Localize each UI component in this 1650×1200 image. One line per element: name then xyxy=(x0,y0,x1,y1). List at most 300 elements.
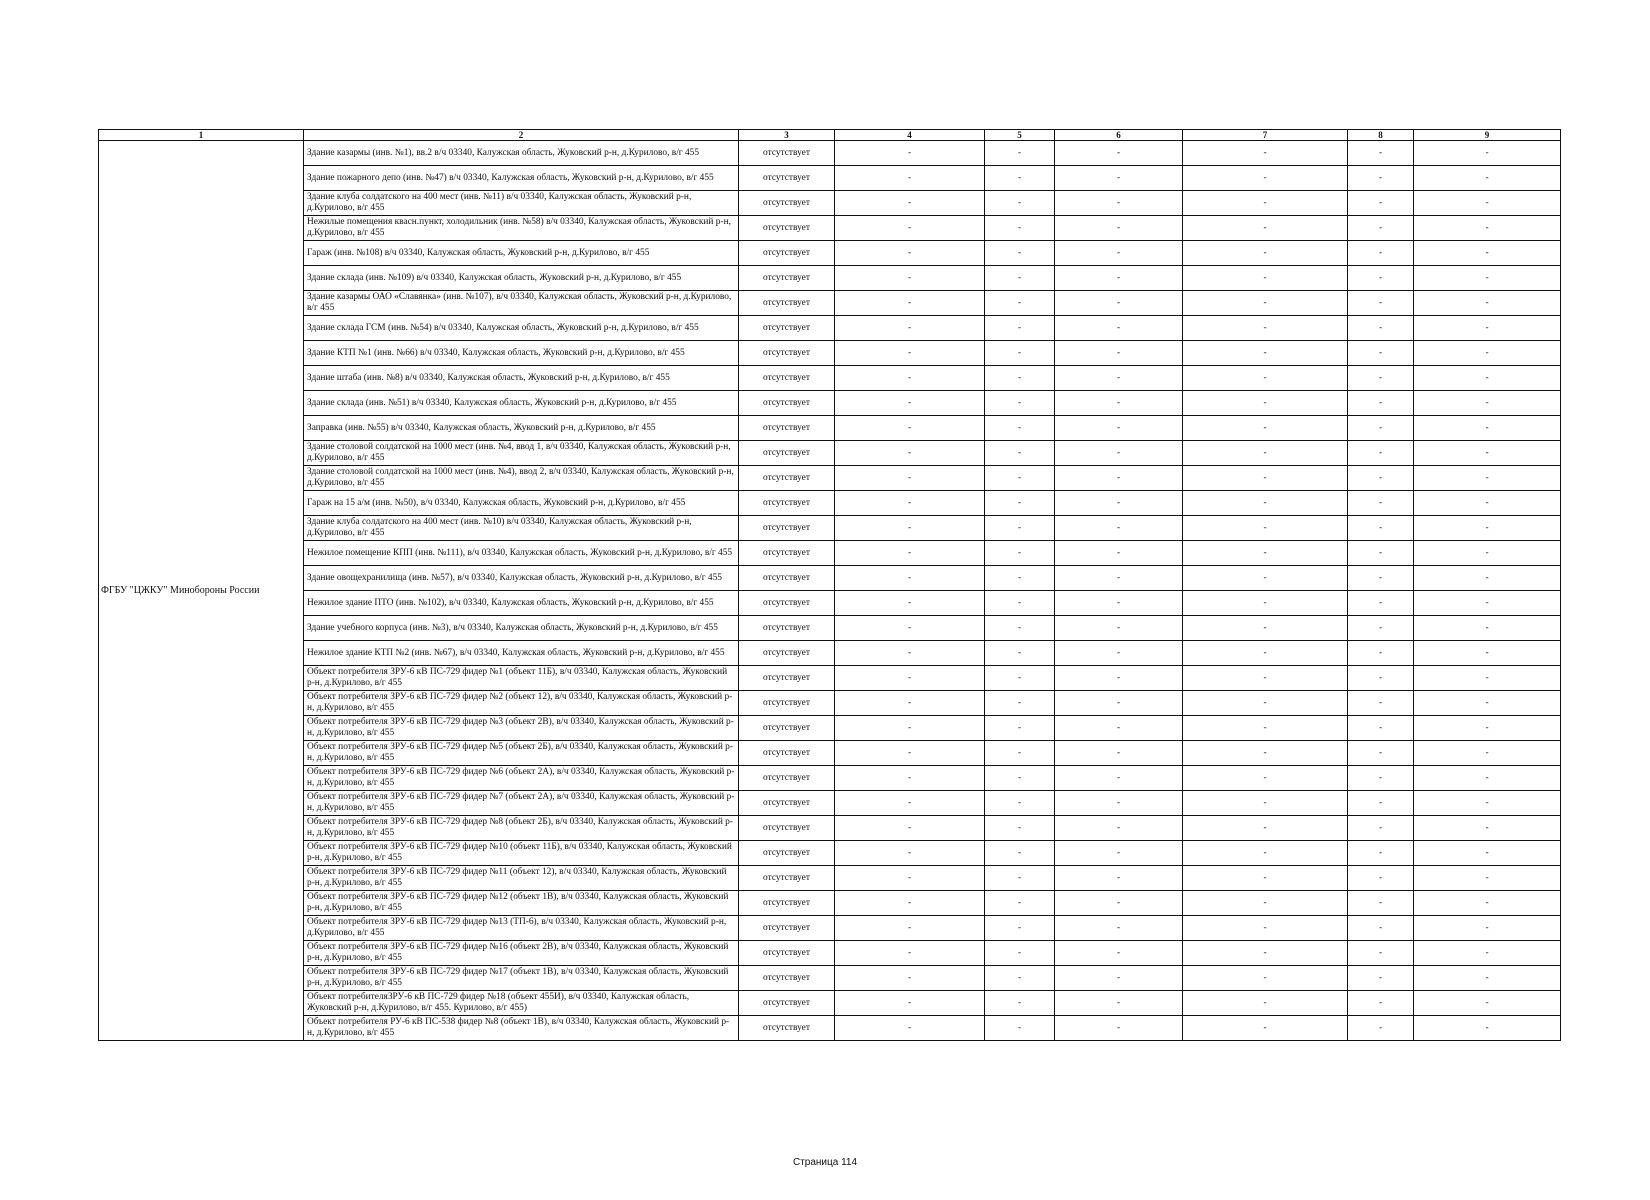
empty-value-cell: - xyxy=(835,416,985,441)
empty-value-cell: - xyxy=(1414,666,1561,691)
empty-value-cell: - xyxy=(835,241,985,266)
object-description: Здание учебного корпуса (инв. №3), в/ч 03340, Калужская область, Жуковский р-н, д.Курилово, в/г 455 xyxy=(307,622,718,633)
empty-value-cell: - xyxy=(1348,716,1414,741)
empty-value-cell: - xyxy=(1183,866,1348,891)
object-description: Нежилое здание ПТО (инв. №102), в/ч 03340, Калужская область, Жуковский р-н, д.Курилово, в/г 455 xyxy=(307,597,714,608)
empty-value-cell: - xyxy=(835,616,985,641)
empty-value-cell: - xyxy=(835,491,985,516)
object-description: Объект потребителя ЗРУ-6 кВ ПС-729 фидер №1 (объект 11Б), в/ч 03340, Калужская область, Жуковский р-н, д.Курилово, в/г 455 xyxy=(307,667,728,688)
object-description: Объект потребителя ЗРУ-6 кВ ПС-729 фидер №5 (объект 2Б), в/ч 03340, Калужская область, Жуковский р-н, д.Курилово, в/г 455 xyxy=(307,742,733,763)
empty-value-cell: - xyxy=(1348,391,1414,416)
empty-value-cell: - xyxy=(835,716,985,741)
object-description-cell xyxy=(304,691,739,716)
object-description: Объект потребителя ЗРУ-6 кВ ПС-729 фидер №11 (объект 12), в/ч 03340, Калужская область, Жуковский р-н, д.Курилово, в/г 455 xyxy=(307,867,727,888)
empty-value-cell: - xyxy=(985,766,1055,791)
empty-value-cell: - xyxy=(835,291,985,316)
empty-value-cell: - xyxy=(1348,316,1414,341)
empty-value-cell: - xyxy=(1348,591,1414,616)
empty-value-cell: - xyxy=(1055,916,1183,941)
empty-value-cell: - xyxy=(1348,541,1414,566)
table-row xyxy=(99,591,1561,616)
empty-value-cell: - xyxy=(1348,841,1414,866)
empty-value-cell: - xyxy=(1348,441,1414,466)
column-header: 7 xyxy=(1183,130,1348,141)
empty-value-cell: - xyxy=(835,541,985,566)
empty-value-cell: - xyxy=(1055,791,1183,816)
empty-value-cell: - xyxy=(985,316,1055,341)
empty-value-cell: - xyxy=(1183,166,1348,191)
object-description: Объект потребителя РУ-6 кВ ПС-538 фидер №8 (объект 1В), в/ч 03340, Калужская область, Жуковский р-н, д.Курилово, в/г 455 xyxy=(307,1017,730,1038)
empty-value-cell: - xyxy=(1055,641,1183,666)
empty-value-cell: - xyxy=(1348,641,1414,666)
empty-value-cell: - xyxy=(1055,691,1183,716)
empty-value-cell: - xyxy=(985,441,1055,466)
empty-value-cell: - xyxy=(1055,616,1183,641)
object-description-cell xyxy=(304,841,739,866)
empty-value-cell: - xyxy=(1055,541,1183,566)
object-description: Объект потребителя ЗРУ-6 кВ ПС-729 фидер №17 (объект 1В), в/ч 03340, Калужская область, Жуковский р-н, д.Курилово, в/г 455 xyxy=(307,967,729,988)
table-row xyxy=(99,416,1561,441)
empty-value-cell: - xyxy=(1348,466,1414,491)
empty-value-cell: - xyxy=(1183,641,1348,666)
empty-value-cell: - xyxy=(985,541,1055,566)
empty-value-cell: - xyxy=(1414,341,1561,366)
object-description-cell xyxy=(304,866,739,891)
object-description-cell xyxy=(304,241,739,266)
empty-value-cell: - xyxy=(1348,291,1414,316)
table-row xyxy=(99,191,1561,216)
empty-value-cell: - xyxy=(1183,366,1348,391)
object-description-cell xyxy=(304,816,739,841)
object-description: Объект потребителя ЗРУ-6 кВ ПС-729 фидер №16 (объект 2В), в/ч 03340, Калужская область, Жуковский р-н, д.Курилово, в/г 455 xyxy=(307,942,729,963)
empty-value-cell: - xyxy=(985,266,1055,291)
empty-value-cell: - xyxy=(985,941,1055,966)
empty-value-cell: - xyxy=(1414,891,1561,916)
object-description: Здание склада (инв. №109) в/ч 03340, Калужская область, Жуковский р-н, д.Курилово, в/г 455 xyxy=(307,272,682,283)
status-cell: отсутствует xyxy=(739,316,835,341)
status-cell: отсутствует xyxy=(739,191,835,216)
empty-value-cell: - xyxy=(985,241,1055,266)
object-description: Здание казармы ОАО «Славянка» (инв. №107), в/ч 03340, Калужская область, Жуковский р-н, д.Курилово, в/г 455 xyxy=(307,292,732,313)
status-cell: отсутствует xyxy=(739,416,835,441)
empty-value-cell: - xyxy=(1183,666,1348,691)
empty-value-cell: - xyxy=(835,166,985,191)
empty-value-cell: - xyxy=(835,266,985,291)
object-description: Здание клуба солдатского на 400 мест (инв. №10) в/ч 03340, Калужская область, Жуковский р-н, д.Курилово, в/г 455 xyxy=(307,517,692,538)
status-cell: отсутствует xyxy=(739,916,835,941)
object-description: Здание столовой солдатской на 1000 мест (инв. №4, ввод 1, в/ч 03340, Калужская область, Жуковский р-н, д.Курилово, в/г 455 xyxy=(307,442,731,463)
table-row xyxy=(99,1016,1561,1041)
object-description-cell xyxy=(304,916,739,941)
column-header: 4 xyxy=(835,130,985,141)
table-row xyxy=(99,466,1561,491)
table-row xyxy=(99,541,1561,566)
empty-value-cell: - xyxy=(835,841,985,866)
status-cell: отсутствует xyxy=(739,591,835,616)
table-row xyxy=(99,516,1561,541)
status-cell: отсутствует xyxy=(739,766,835,791)
object-description-cell xyxy=(304,641,739,666)
table-row xyxy=(99,841,1561,866)
table-row xyxy=(99,691,1561,716)
empty-value-cell: - xyxy=(1348,941,1414,966)
empty-value-cell: - xyxy=(835,466,985,491)
table-row xyxy=(99,816,1561,841)
empty-value-cell: - xyxy=(1055,416,1183,441)
object-description-cell xyxy=(304,466,739,491)
object-description-cell xyxy=(304,416,739,441)
table-row xyxy=(99,291,1561,316)
object-description-cell xyxy=(304,716,739,741)
empty-value-cell: - xyxy=(1414,841,1561,866)
empty-value-cell: - xyxy=(1183,416,1348,441)
empty-value-cell: - xyxy=(835,341,985,366)
object-description-cell xyxy=(304,166,739,191)
empty-value-cell: - xyxy=(1414,641,1561,666)
object-description-cell xyxy=(304,191,739,216)
object-description: Здание клуба солдатского на 400 мест (инв. №11) в/ч 03340, Калужская область, Жуковский р-н, д.Курилово, в/г 455 xyxy=(307,192,692,213)
status-cell: отсутствует xyxy=(739,966,835,991)
empty-value-cell: - xyxy=(1414,441,1561,466)
table-row xyxy=(99,441,1561,466)
empty-value-cell: - xyxy=(1414,291,1561,316)
empty-value-cell: - xyxy=(985,366,1055,391)
object-description-cell xyxy=(304,516,739,541)
table-row xyxy=(99,641,1561,666)
empty-value-cell: - xyxy=(835,316,985,341)
empty-value-cell: - xyxy=(1055,1016,1183,1041)
empty-value-cell: - xyxy=(1348,266,1414,291)
empty-value-cell: - xyxy=(985,591,1055,616)
object-description-cell xyxy=(304,266,739,291)
empty-value-cell: - xyxy=(1414,591,1561,616)
empty-value-cell: - xyxy=(985,391,1055,416)
empty-value-cell: - xyxy=(1183,566,1348,591)
empty-value-cell: - xyxy=(1414,266,1561,291)
empty-value-cell: - xyxy=(835,566,985,591)
object-description: Объект потребителя ЗРУ-6 кВ ПС-729 фидер №3 (объект 2В), в/ч 03340, Калужская область, Жуковский р-н, д.Курилово, в/г 455 xyxy=(307,717,734,738)
object-description: Здание склада (инв. №51) в/ч 03340, Калужская область, Жуковский р-н, д.Курилово, в/г 455 xyxy=(307,397,677,408)
empty-value-cell: - xyxy=(1183,266,1348,291)
empty-value-cell: - xyxy=(985,716,1055,741)
status-cell: отсутствует xyxy=(739,366,835,391)
empty-value-cell: - xyxy=(1183,441,1348,466)
status-cell: отсутствует xyxy=(739,516,835,541)
empty-value-cell: - xyxy=(985,291,1055,316)
table-row xyxy=(99,716,1561,741)
table-row xyxy=(99,241,1561,266)
status-cell: отсутствует xyxy=(739,441,835,466)
status-cell: отсутствует xyxy=(739,666,835,691)
empty-value-cell: - xyxy=(1414,616,1561,641)
column-header: 1 xyxy=(99,130,304,141)
header-row xyxy=(99,130,1561,141)
empty-value-cell: - xyxy=(1055,441,1183,466)
empty-value-cell: - xyxy=(1055,491,1183,516)
empty-value-cell: - xyxy=(1348,516,1414,541)
object-description: Здание штаба (инв. №8) в/ч 03340, Калужская область, Жуковский р-н, д.Курилово, в/г 455 xyxy=(307,372,670,383)
object-description-cell xyxy=(304,341,739,366)
object-description-cell xyxy=(304,1016,739,1041)
empty-value-cell: - xyxy=(1183,791,1348,816)
object-description: Здание склада ГСМ (инв. №54) в/ч 03340, Калужская область, Жуковский р-н, д.Курилово, в/г 455 xyxy=(307,322,699,333)
object-description: Здание пожарного депо (инв. №47) в/ч 03340, Калужская область, Жуковский р-н, д.Курилово, в/г 455 xyxy=(307,172,714,183)
object-description-cell xyxy=(304,991,739,1016)
table-row xyxy=(99,141,1561,166)
empty-value-cell: - xyxy=(835,391,985,416)
table-row xyxy=(99,766,1561,791)
empty-value-cell: - xyxy=(985,166,1055,191)
empty-value-cell: - xyxy=(1414,541,1561,566)
empty-value-cell: - xyxy=(835,516,985,541)
empty-value-cell: - xyxy=(1183,841,1348,866)
empty-value-cell: - xyxy=(1414,941,1561,966)
table-row xyxy=(99,391,1561,416)
status-cell: отсутствует xyxy=(739,291,835,316)
table-row xyxy=(99,316,1561,341)
status-cell: отсутствует xyxy=(739,266,835,291)
empty-value-cell: - xyxy=(1348,141,1414,166)
empty-value-cell: - xyxy=(985,891,1055,916)
empty-value-cell: - xyxy=(835,191,985,216)
empty-value-cell: - xyxy=(1055,941,1183,966)
object-description: Объект потребителяЗРУ-6 кВ ПС-729 фидер №18 (объект 455И), в/ч 03340, Калужская область, Жуковский р-н, д.Курилово, в/г 455. Курилово, в/г 455) xyxy=(307,992,690,1013)
empty-value-cell: - xyxy=(1348,366,1414,391)
object-description-cell xyxy=(304,666,739,691)
object-description: Нежилое помещение КПП (инв. №111), в/ч 03340, Калужская область, Жуковский р-н, д.Курилово, в/г 455 xyxy=(307,547,733,558)
empty-value-cell: - xyxy=(1055,666,1183,691)
empty-value-cell: - xyxy=(1183,316,1348,341)
empty-value-cell: - xyxy=(835,791,985,816)
object-description: Нежилые помещения квасн.пункт, холодильник (инв. №58) в/ч 03340, Калужская область, Жуковский р-н, д.Курилово, в/г 455 xyxy=(307,217,731,238)
object-description-cell xyxy=(304,541,739,566)
empty-value-cell: - xyxy=(1055,766,1183,791)
empty-value-cell: - xyxy=(1414,241,1561,266)
empty-value-cell: - xyxy=(1183,191,1348,216)
empty-value-cell: - xyxy=(1183,141,1348,166)
empty-value-cell: - xyxy=(1414,316,1561,341)
object-description-cell xyxy=(304,891,739,916)
column-header: 9 xyxy=(1414,130,1561,141)
empty-value-cell: - xyxy=(835,591,985,616)
empty-value-cell: - xyxy=(1414,466,1561,491)
empty-value-cell: - xyxy=(985,216,1055,241)
object-description: Объект потребителя ЗРУ-6 кВ ПС-729 фидер №13 (ТП-6), в/ч 03340, Калужская область, Жуковский р-н, д.Курилово, в/г 455 xyxy=(307,917,727,938)
empty-value-cell: - xyxy=(985,816,1055,841)
object-description-cell xyxy=(304,591,739,616)
object-description-cell xyxy=(304,966,739,991)
empty-value-cell: - xyxy=(1348,341,1414,366)
empty-value-cell: - xyxy=(1055,516,1183,541)
empty-value-cell: - xyxy=(985,916,1055,941)
status-cell: отсутствует xyxy=(739,491,835,516)
empty-value-cell: - xyxy=(1414,416,1561,441)
empty-value-cell: - xyxy=(1348,416,1414,441)
table-row xyxy=(99,741,1561,766)
empty-value-cell: - xyxy=(985,141,1055,166)
table-row xyxy=(99,891,1561,916)
empty-value-cell: - xyxy=(985,191,1055,216)
empty-value-cell: - xyxy=(985,516,1055,541)
empty-value-cell: - xyxy=(1414,566,1561,591)
empty-value-cell: - xyxy=(1348,166,1414,191)
empty-value-cell: - xyxy=(1183,941,1348,966)
empty-value-cell: - xyxy=(985,841,1055,866)
empty-value-cell: - xyxy=(835,741,985,766)
empty-value-cell: - xyxy=(1183,616,1348,641)
empty-value-cell: - xyxy=(985,966,1055,991)
empty-value-cell: - xyxy=(1183,341,1348,366)
empty-value-cell: - xyxy=(1055,166,1183,191)
empty-value-cell: - xyxy=(1348,791,1414,816)
empty-value-cell: - xyxy=(1055,591,1183,616)
column-header: 3 xyxy=(739,130,835,141)
empty-value-cell: - xyxy=(1414,166,1561,191)
object-description: Здание столовой солдатской на 1000 мест (инв. №4), ввод 2, в/ч 03340, Калужская область, Жуковский р-н, д.Курилово, в/г 455 xyxy=(307,467,734,488)
empty-value-cell: - xyxy=(1414,141,1561,166)
status-cell: отсутствует xyxy=(739,691,835,716)
empty-value-cell: - xyxy=(1055,716,1183,741)
empty-value-cell: - xyxy=(835,916,985,941)
empty-value-cell: - xyxy=(1414,766,1561,791)
object-description: Здание овощехранилища (инв. №57), в/ч 03340, Калужская область, Жуковский р-н, д.Курилово, в/г 455 xyxy=(307,572,722,583)
object-description-cell xyxy=(304,766,739,791)
empty-value-cell: - xyxy=(1055,566,1183,591)
empty-value-cell: - xyxy=(1055,291,1183,316)
empty-value-cell: - xyxy=(835,691,985,716)
empty-value-cell: - xyxy=(835,366,985,391)
status-cell: отсутствует xyxy=(739,866,835,891)
empty-value-cell: - xyxy=(1183,391,1348,416)
empty-value-cell: - xyxy=(1414,916,1561,941)
empty-value-cell: - xyxy=(1055,391,1183,416)
empty-value-cell: - xyxy=(1183,541,1348,566)
empty-value-cell: - xyxy=(1414,816,1561,841)
status-cell: отсутствует xyxy=(739,391,835,416)
empty-value-cell: - xyxy=(985,791,1055,816)
empty-value-cell: - xyxy=(1055,866,1183,891)
empty-value-cell: - xyxy=(1348,966,1414,991)
status-cell: отсутствует xyxy=(739,741,835,766)
empty-value-cell: - xyxy=(835,666,985,691)
empty-value-cell: - xyxy=(1414,741,1561,766)
table-row xyxy=(99,666,1561,691)
empty-value-cell: - xyxy=(1183,1016,1348,1041)
table-row xyxy=(99,366,1561,391)
empty-value-cell: - xyxy=(1055,966,1183,991)
empty-value-cell: - xyxy=(985,566,1055,591)
object-description: Гараж на 15 а/м (инв. №50), в/ч 03340, Калужская область, Жуковский р-н, д.Курилово, в/г 455 xyxy=(307,497,686,508)
empty-value-cell: - xyxy=(1183,691,1348,716)
empty-value-cell: - xyxy=(835,941,985,966)
empty-value-cell: - xyxy=(835,991,985,1016)
table-row xyxy=(99,216,1561,241)
empty-value-cell: - xyxy=(835,891,985,916)
empty-value-cell: - xyxy=(1348,916,1414,941)
status-cell: отсутствует xyxy=(739,891,835,916)
object-description: Заправка (инв. №55) в/ч 03340, Калужская область, Жуковский р-н, д.Курилово, в/г 455 xyxy=(307,422,656,433)
empty-value-cell: - xyxy=(835,1016,985,1041)
empty-value-cell: - xyxy=(835,216,985,241)
empty-value-cell: - xyxy=(1055,341,1183,366)
object-description: Объект потребителя ЗРУ-6 кВ ПС-729 фидер №7 (объект 2А), в/ч 03340, Калужская область, Жуковский р-н, д.Курилово, в/г 455 xyxy=(307,792,735,813)
empty-value-cell: - xyxy=(1183,816,1348,841)
object-description: Нежилое здание КТП №2 (инв. №67), в/ч 03340, Калужская область, Жуковский р-н, д.Курилово, в/г 455 xyxy=(307,647,725,658)
table-row xyxy=(99,941,1561,966)
object-description-cell xyxy=(304,491,739,516)
object-description-cell xyxy=(304,616,739,641)
empty-value-cell: - xyxy=(1414,991,1561,1016)
empty-value-cell: - xyxy=(1348,766,1414,791)
object-description: Объект потребителя ЗРУ-6 кВ ПС-729 фидер №12 (объект 1В), в/ч 03340, Калужская область, Жуковский р-н, д.Курилово, в/г 455 xyxy=(307,892,729,913)
object-description-cell xyxy=(304,291,739,316)
empty-value-cell: - xyxy=(1055,466,1183,491)
empty-value-cell: - xyxy=(1348,891,1414,916)
empty-value-cell: - xyxy=(1348,241,1414,266)
empty-value-cell: - xyxy=(1414,391,1561,416)
empty-value-cell: - xyxy=(1183,516,1348,541)
status-cell: отсутствует xyxy=(739,466,835,491)
status-cell: отсутствует xyxy=(739,341,835,366)
table-row xyxy=(99,491,1561,516)
page-number: Страница 114 xyxy=(792,1157,858,1168)
object-description-cell xyxy=(304,791,739,816)
status-cell: отсутствует xyxy=(739,616,835,641)
table-row xyxy=(99,616,1561,641)
table-row xyxy=(99,916,1561,941)
empty-value-cell: - xyxy=(1055,366,1183,391)
object-description: Объект потребителя ЗРУ-6 кВ ПС-729 фидер №8 (объект 2Б), в/ч 03340, Калужская область, Жуковский р-н, д.Курилово, в/г 455 xyxy=(307,817,733,838)
table-row xyxy=(99,566,1561,591)
object-description: Здание КТП №1 (инв. №66) в/ч 03340, Калужская область, Жуковский р-н, д.Курилово, в/г 455 xyxy=(307,347,685,358)
empty-value-cell: - xyxy=(1055,316,1183,341)
column-header: 8 xyxy=(1348,130,1414,141)
empty-value-cell: - xyxy=(1414,716,1561,741)
table-row xyxy=(99,166,1561,191)
empty-value-cell: - xyxy=(835,141,985,166)
status-cell: отсутствует xyxy=(739,216,835,241)
empty-value-cell: - xyxy=(1183,966,1348,991)
empty-value-cell: - xyxy=(1183,716,1348,741)
object-description-cell xyxy=(304,366,739,391)
empty-value-cell: - xyxy=(1348,816,1414,841)
empty-value-cell: - xyxy=(1414,966,1561,991)
empty-value-cell: - xyxy=(1183,591,1348,616)
status-cell: отсутствует xyxy=(739,241,835,266)
empty-value-cell: - xyxy=(1348,691,1414,716)
empty-value-cell: - xyxy=(1183,491,1348,516)
empty-value-cell: - xyxy=(1414,191,1561,216)
empty-value-cell: - xyxy=(1055,241,1183,266)
empty-value-cell: - xyxy=(835,766,985,791)
empty-value-cell: - xyxy=(985,491,1055,516)
status-cell: отсутствует xyxy=(739,141,835,166)
object-description-cell xyxy=(304,141,739,166)
object-description-cell xyxy=(304,441,739,466)
column-header: 6 xyxy=(1055,130,1183,141)
object-description: Гараж (инв. №108) в/ч 03340, Калужская область, Жуковский р-н, д.Курилово, в/г 455 xyxy=(307,247,650,258)
object-description-cell xyxy=(304,316,739,341)
empty-value-cell: - xyxy=(985,741,1055,766)
empty-value-cell: - xyxy=(1348,991,1414,1016)
object-description-cell xyxy=(304,741,739,766)
status-cell: отсутствует xyxy=(739,841,835,866)
table-row xyxy=(99,341,1561,366)
empty-value-cell: - xyxy=(1414,491,1561,516)
empty-value-cell: - xyxy=(1183,466,1348,491)
empty-value-cell: - xyxy=(1055,191,1183,216)
status-cell: отсутствует xyxy=(739,716,835,741)
